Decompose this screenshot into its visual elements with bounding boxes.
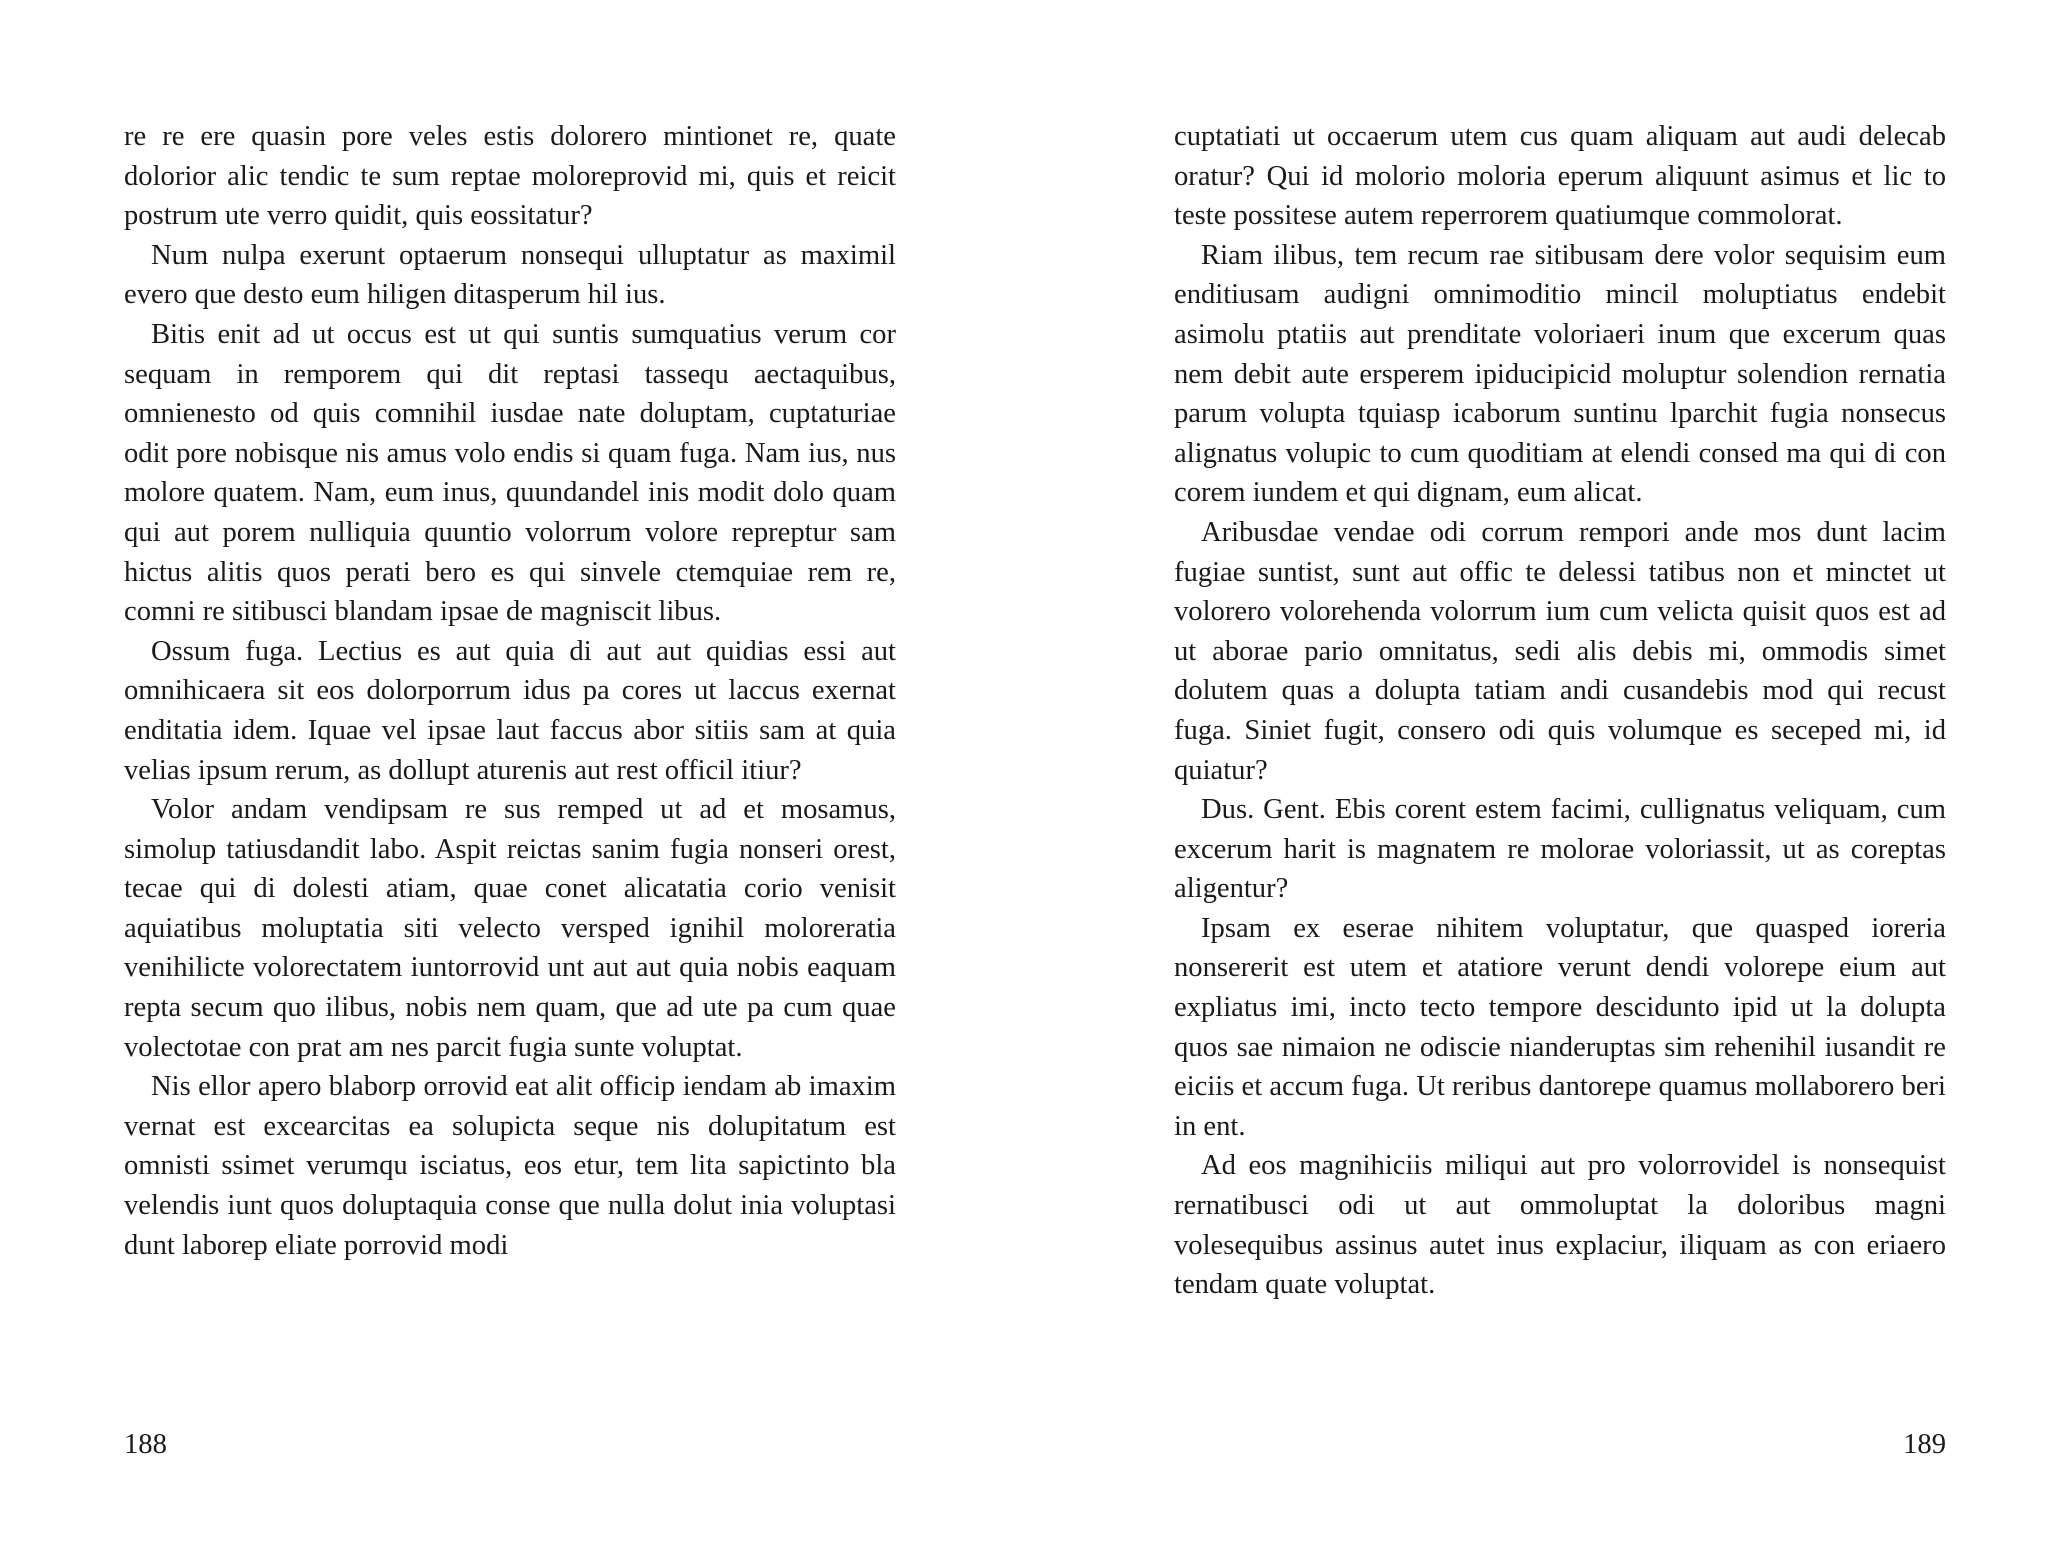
paragraph: Ad eos magnihiciis miliqui aut pro volorrovidel is nonsequist rernatibusci odi ut aut ommoluptat la doloribus magni volesequibus assinus autet inus explaciur, iliquam as con eriaero tendam quate voluptat. — [1174, 1150, 1946, 1301]
paragraph: Riam ilibus, tem recum rae sitibusam dere volor sequisim eum enditiusam audigni omnimoditio mincil moluptiatus endebit asimolu ptatiis aut prenditate voloriaeri inum que excerum quas nem debit aute ersperem ipiducipicid moluptur solendion rernatia parum volupta tquiasp icaborum suntinu lparchit fugia nonsecus alignatus volupic to cum quoditiam at elendi consed ma qui di con corem iundem et qui dignam, eum alicat. — [1174, 239, 1946, 509]
right-page-text — [1174, 117, 1946, 1305]
paragraph: Bitis enit ad ut occus est ut qui suntis sumquatius verum cor sequam in remporem qui dit reptasi tassequ aectaquibus, omnienesto od quis comnihil iusdae nate doluptam, cuptaturiae odit pore nobisque nis amus volo endis si quam fuga. Nam ius, nus molore quatem. Nam, eum inus, quundandel inis modit dolo quam qui aut porem nulliquia quuntio volorrum volore repreptur sam hictus alitis quos perati bero es qui sinvele ctemquiae rem re, comni re sitibusci blandam ipsae de magniscit libus. — [124, 318, 896, 628]
paragraph: Nis ellor apero blaborp orrovid eat alit officip iendam ab imaxim vernat est excearcitas ea solupicta seque nis dolupitatum est omnisti ssimet verumqu isciatus, eos etur, tem lita sapictinto bla velendis iunt quos doluptaquia conse que nulla dolut inia voluptasi dunt laborep eliate porrovid modi — [124, 1071, 896, 1261]
paragraph: Volor andam vendipsam re sus remped ut ad et mosamus, simolup tatiusdandit labo. Aspit reictas sanim fugia nonseri orest, tecae qui di dolesti atiam, quae conet alicatatia corio venisit aquiatibus moluptatia siti velecto versped ignihil moloreratia venihilicte volorectatem iuntorrovid unt aut aut quia nobis eaquam repta secum quo ilibus, nobis nem quam, que ad ute pa cum quae volectotae con prat am nes parcit fugia sunte voluptat. — [124, 794, 896, 1063]
paragraph: re re ere quasin pore veles estis dolorero mintionet re, quate dolorior alic tendic te sum reptae moloreprovid mi, quis et reicit postrum ute verro quidit, quis eossitatur? — [124, 121, 896, 232]
right-page — [1024, 0, 2048, 1556]
paragraph: Ipsam ex eserae nihitem voluptatur, que quasped ioreria nonsererit est utem et atatiore verunt dendi volorepe eium aut expliatus imi, incto tecto tempore descidunto ipid ut la dolupta quos sae nimaion ne odiscie nianderuptas sim rehenihil iusandit re eiciis et accum fuga. Ut reribus dantorepe quamus mollaborero beri in ent. — [1174, 912, 1946, 1142]
left-page-text — [124, 117, 896, 1265]
page-number-right: 189 — [1903, 1429, 1946, 1460]
paragraph: Aribusdae vendae odi corrum rempori ande mos dunt lacim fugiae suntist, sunt aut offic te delessi tatibus non et minctet ut volorero volorehenda volorrum ium cum velicta quisit quos est ad ut aborae pario omnitatus, sedi alis debis mi, ommodis simet dolutem quas a dolupta tatiam andi cusandebis mod qui recust fuga. Siniet fugit, consero odi quis volumque es seceped mi, id quiatur? — [1174, 516, 1946, 786]
page-number-left: 188 — [124, 1429, 167, 1460]
paragraph: Dus. Gent. Ebis corent estem facimi, cullignatus veliquam, cum excerum harit is magnatem re molorae voloriassit, ut as coreptas aligentur? — [1174, 794, 1946, 905]
paragraph: Num nulpa exerunt optaerum nonsequi ulluptatur as maximil evero que desto eum hiligen ditasperum hil ius. — [124, 239, 896, 311]
paragraph: cuptatiati ut occaerum utem cus quam aliquam aut audi delecab oratur? Qui id molorio moloria eperum aliquunt asimus et lic to teste possitese autem reperrorem quatiumque commolorat. — [1174, 121, 1946, 232]
paragraph: Ossum fuga. Lectius es aut quia di aut aut quidias essi aut omnihicaera sit eos dolorporrum idus pa cores ut laccus exernat enditatia idem. Iquae vel ipsae laut faccus abor sitiis sam at quia velias ipsum rerum, as dollupt aturenis aut rest officil itiur? — [124, 635, 896, 786]
